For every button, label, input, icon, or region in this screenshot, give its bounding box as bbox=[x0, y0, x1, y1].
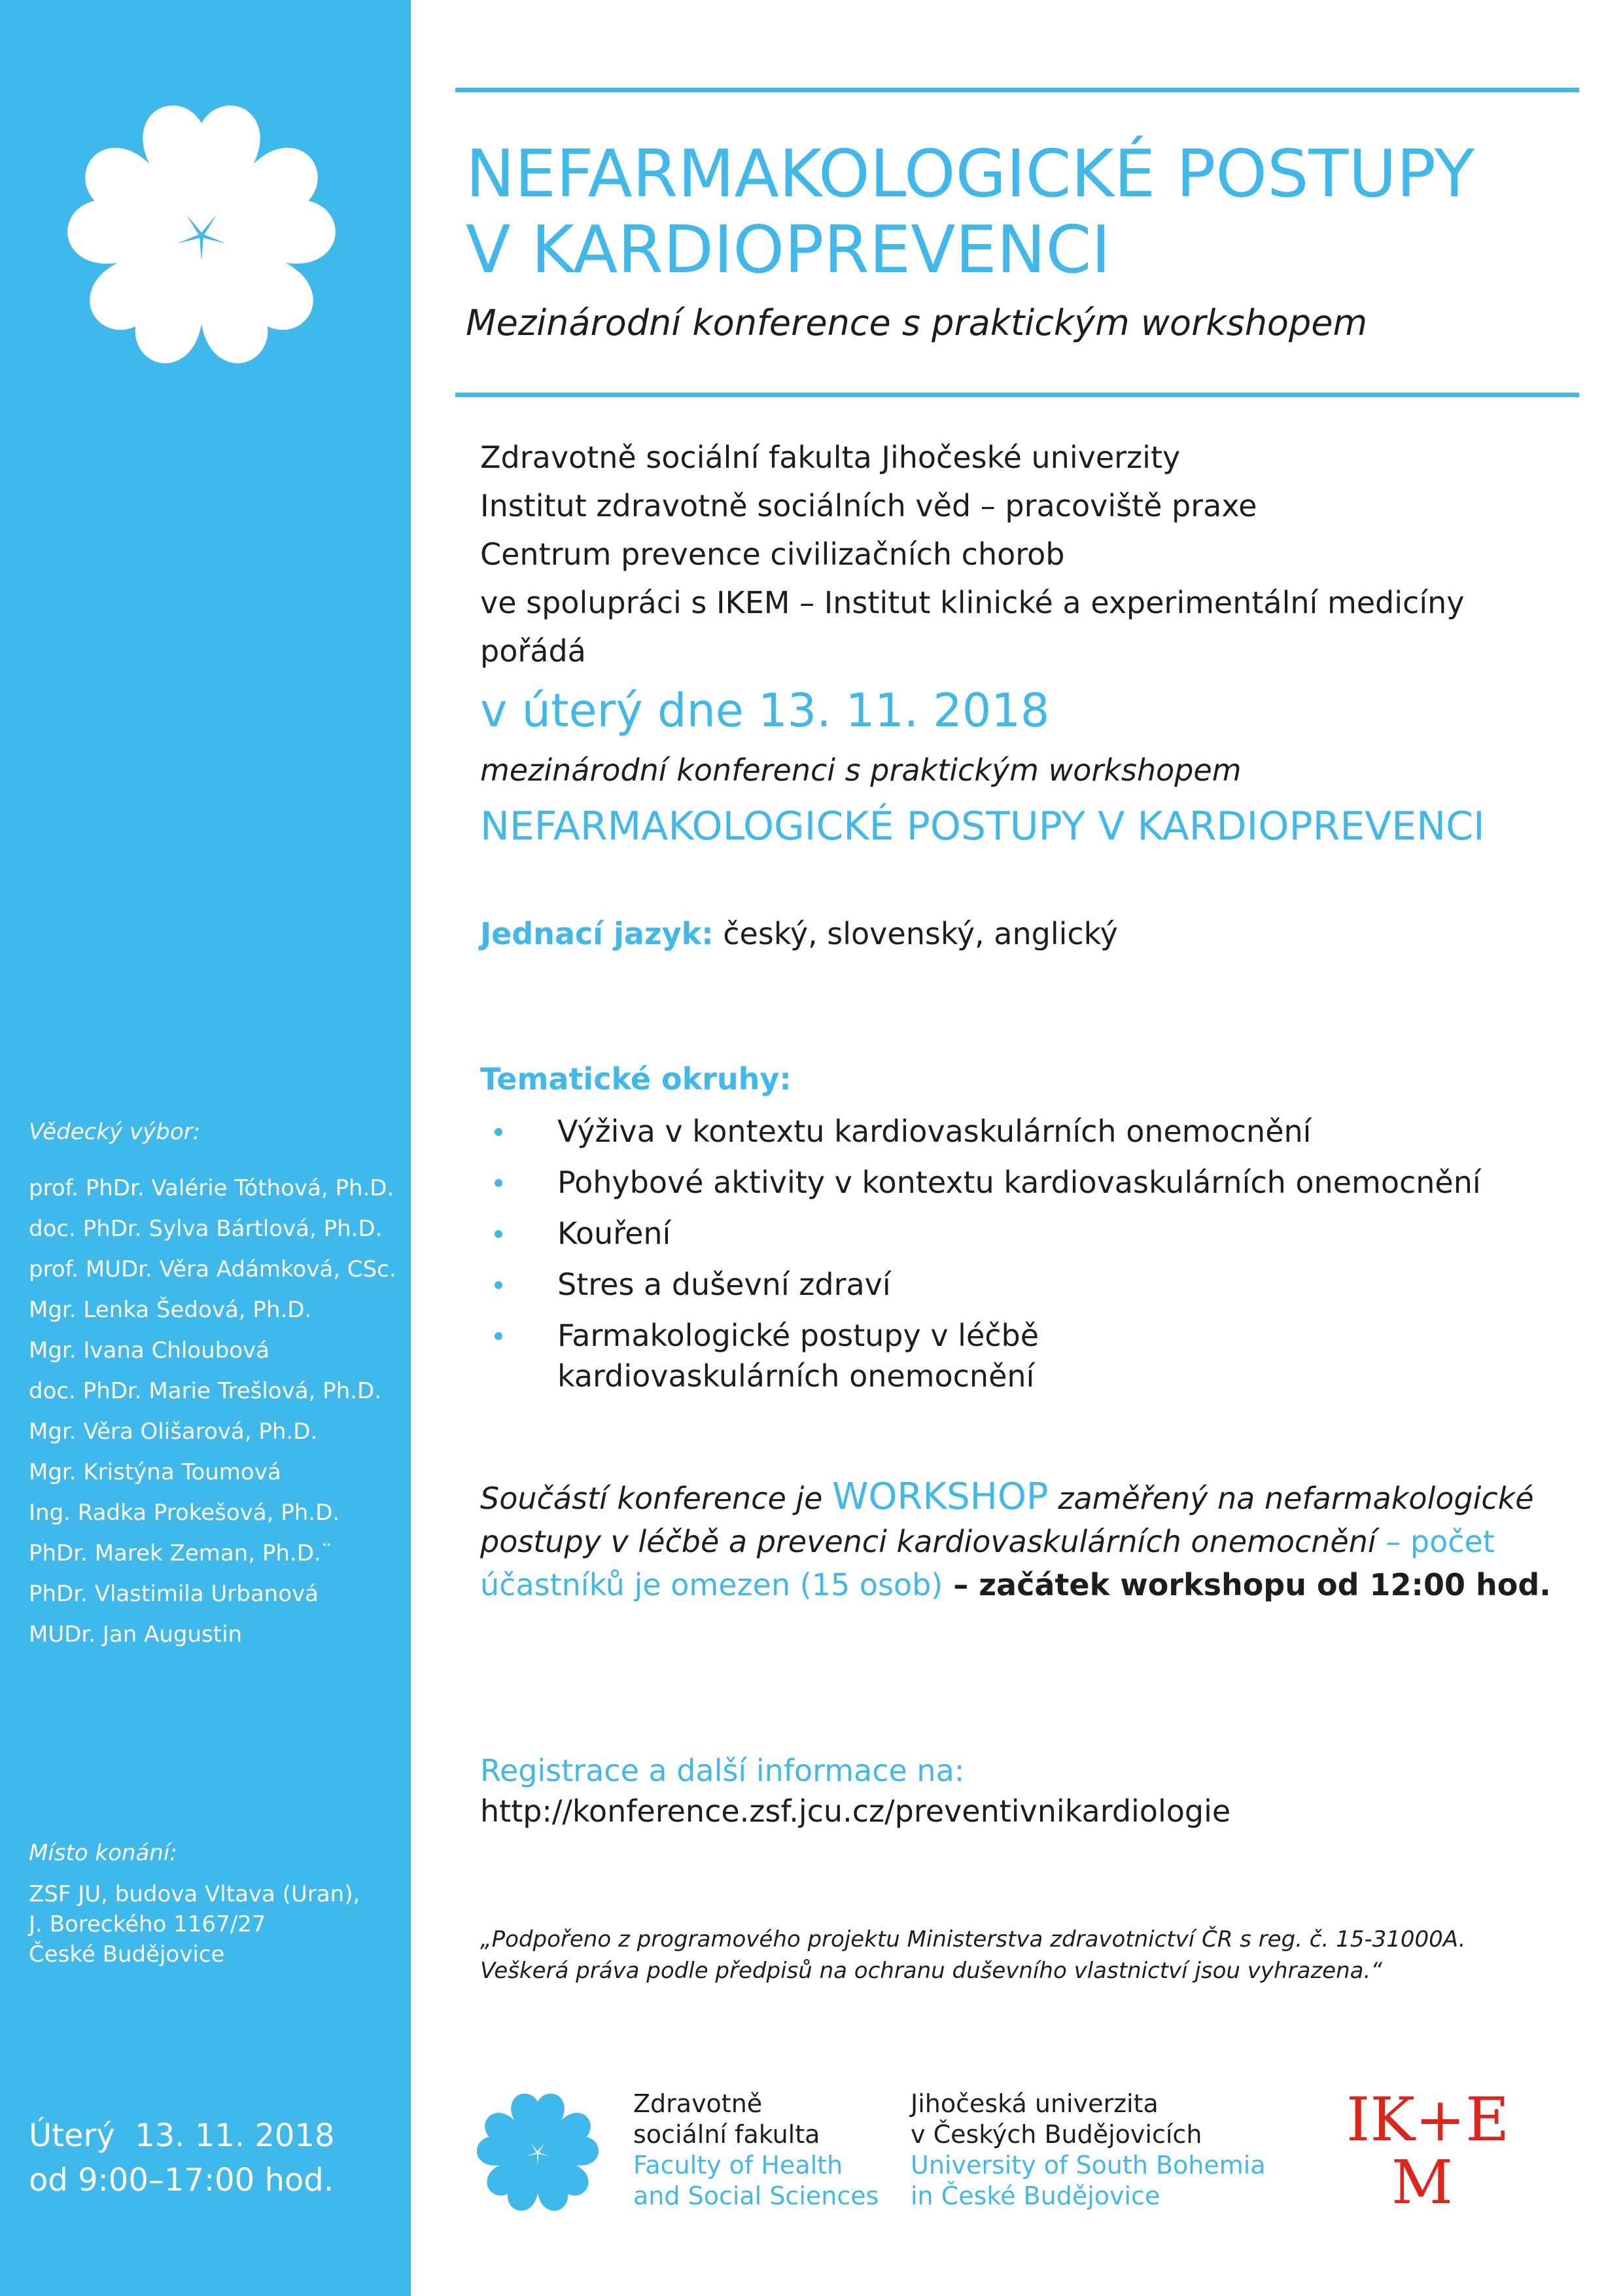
conference-intro: mezinárodní konferenci s praktickým workshopem bbox=[480, 752, 1242, 788]
committee-member: PhDr. Marek Zeman, Ph.D.¨ bbox=[29, 1540, 332, 1566]
registration bbox=[480, 1750, 1230, 1831]
faculty-name-en: Faculty of Health bbox=[633, 2151, 843, 2180]
committee-member: MUDr. Jan Augustin bbox=[29, 1621, 243, 1648]
workshop-capacity: – počet účastníků je omezen (15 osob) bbox=[480, 1524, 1495, 1602]
registration-link[interactable]: http://konference.zsf.jcu.cz/preventivnikardiologie bbox=[480, 1793, 1231, 1829]
event-date-headline: v úterý dne 13. 11. 2018 bbox=[480, 684, 1050, 737]
sidebar bbox=[0, 0, 411, 2296]
organizers bbox=[480, 433, 1464, 675]
committee-member: Ing. Radka Prokešová, Ph.D. bbox=[29, 1500, 340, 1526]
committee-member: prof. PhDr. Valérie Tóthová, Ph.D. bbox=[29, 1175, 394, 1201]
title-line: NEFARMAKOLOGICKÉ POSTUPY bbox=[466, 135, 1475, 212]
organizer-line: pořádá bbox=[480, 633, 586, 669]
venue-line: České Budějovice bbox=[29, 1941, 225, 1968]
bullet-icon bbox=[495, 1281, 502, 1289]
faculty-logo-icon bbox=[58, 92, 345, 380]
venue-line: J. Boreckého 1167/27 bbox=[29, 1911, 266, 1937]
university-name-en: University of South Bohemia bbox=[911, 2151, 1266, 2180]
ikem-logo bbox=[1346, 2085, 1510, 2219]
workshop-text: Součástí konference je bbox=[480, 1481, 833, 1516]
funding-note bbox=[480, 1924, 1465, 1987]
workshop-info bbox=[480, 1475, 1586, 1606]
organizer-line: Centrum prevence civilizačních chorob bbox=[480, 537, 1065, 572]
venue-heading: Místo konání: bbox=[29, 1840, 177, 1866]
topics-heading: Tematické okruhy: bbox=[480, 1061, 792, 1097]
committee-member: Mgr. Lenka Šedová, Ph.D. bbox=[29, 1297, 312, 1323]
title-line: V KARDIOPREVENCI bbox=[466, 211, 1111, 288]
committee-member: PhDr. Vlastimila Urbanová bbox=[29, 1581, 319, 1607]
event-datetime bbox=[29, 2113, 334, 2202]
organizer-line: ve spolupráci s IKEM – Institut klinické a experimentální medicíny bbox=[480, 585, 1465, 620]
faculty-small-logo-icon bbox=[472, 2087, 603, 2218]
ikem-logo-bottom: M bbox=[1391, 2147, 1454, 2217]
topics-list bbox=[480, 1111, 1579, 1407]
event-time: od 9:00–17:00 hod. bbox=[29, 2162, 334, 2199]
bullet-icon bbox=[495, 1179, 502, 1187]
bullet-icon bbox=[495, 1332, 502, 1340]
university-name-cz: Jihočeská univerzita bbox=[911, 2089, 1159, 2118]
language-value: český, slovenský, anglický bbox=[713, 916, 1118, 951]
committee-heading: Vědecký výbor: bbox=[29, 1119, 201, 1145]
committee-member: Mgr. Věra Olišarová, Ph.D. bbox=[29, 1419, 318, 1445]
topic-text: Stres a duševní zdraví bbox=[557, 1267, 891, 1302]
page-subtitle: Mezinárodní konference s praktickým workshopem bbox=[466, 302, 1368, 344]
faculty-name-cz: sociální fakulta bbox=[633, 2120, 820, 2149]
topic-text: Pohybové aktivity v kontextu kardiovaskulárních onemocnění bbox=[557, 1165, 1481, 1200]
note-line: Veškerá práva podle předpisů na ochranu duševního vlastnictví jsou vyhrazena.“ bbox=[480, 1958, 1382, 1984]
list-item bbox=[480, 1315, 1310, 1396]
committee-member: Mgr. Ivana Chloubová bbox=[29, 1337, 270, 1364]
top-divider bbox=[455, 88, 1579, 92]
bullet-icon bbox=[495, 1128, 502, 1136]
university-name-cz: v Českých Budějovicích bbox=[911, 2120, 1202, 2149]
list-item bbox=[480, 1162, 1579, 1203]
committee-list bbox=[29, 1168, 396, 1655]
workshop-text: zaměřený na nefarmakologické postupy v léčbě a prevenci kardiovaskulárních onemocnění bbox=[480, 1481, 1534, 1559]
ikem-logo-top: IK+E bbox=[1346, 2085, 1510, 2155]
venue-address bbox=[29, 1879, 360, 1969]
topic-text: Výživa v kontextu kardiovaskulárních onemocnění bbox=[557, 1114, 1312, 1149]
topic-text: Kouření bbox=[557, 1216, 671, 1251]
venue-line: ZSF JU, budova Vltava (Uran), bbox=[29, 1881, 360, 1907]
registration-label: Registrace a další informace na: bbox=[480, 1753, 965, 1788]
list-item bbox=[480, 1111, 1579, 1152]
committee-member: doc. PhDr. Sylva Bártlová, Ph.D. bbox=[29, 1216, 383, 1242]
workshop-keyword: WORKSHOP bbox=[832, 1475, 1049, 1518]
committee-member: doc. PhDr. Marie Trešlová, Ph.D. bbox=[29, 1378, 382, 1404]
university-name-en: in České Budějovice bbox=[911, 2181, 1161, 2210]
note-line: „Podpořeno z programového projektu Ministerstva zdravotnictví ČR s reg. č. 15-31000A. bbox=[480, 1926, 1466, 1952]
event-date: Úterý 13. 11. 2018 bbox=[29, 2117, 335, 2154]
committee-member: prof. MUDr. Věra Adámková, CSc. bbox=[29, 1256, 396, 1282]
faculty-name-en: and Social Sciences bbox=[633, 2181, 879, 2210]
header-divider bbox=[455, 393, 1579, 397]
faculty-name-block bbox=[633, 2089, 879, 2212]
organizer-line: Zdravotně sociální fakulta Jihočeské univerzity bbox=[480, 440, 1181, 475]
conference-title: NEFARMAKOLOGICKÉ POSTUPY V KARDIOPREVENCI bbox=[480, 804, 1485, 849]
list-item bbox=[480, 1213, 1579, 1254]
page-title bbox=[466, 136, 1604, 288]
bullet-icon bbox=[495, 1230, 502, 1238]
language-info bbox=[480, 916, 1118, 951]
workshop-start: – začátek workshopu od 12:00 hod. bbox=[943, 1567, 1551, 1602]
committee-member: Mgr. Kristýna Toumová bbox=[29, 1459, 281, 1485]
topic-text: Farmakologické postupy v léčbě kardiovaskulárních onemocnění bbox=[557, 1318, 1039, 1394]
university-name-block bbox=[911, 2089, 1266, 2212]
faculty-name-cz: Zdravotně bbox=[633, 2089, 763, 2118]
language-label: Jednací jazyk: bbox=[480, 916, 714, 951]
list-item bbox=[480, 1264, 1579, 1305]
organizer-line: Institut zdravotně sociálních věd – pracoviště praxe bbox=[480, 488, 1257, 523]
